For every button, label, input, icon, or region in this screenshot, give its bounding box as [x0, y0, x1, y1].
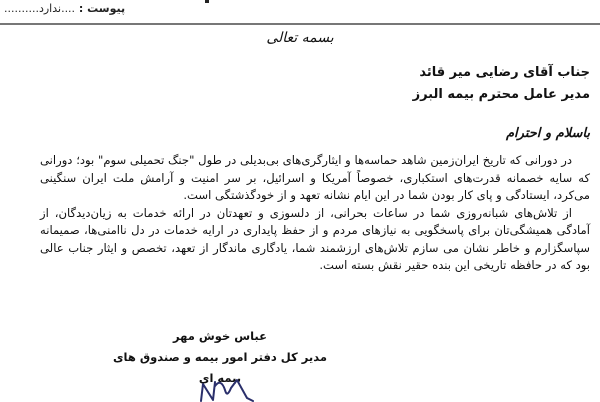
addressee-name: جناب آقای رضایی میر قائد [419, 65, 590, 80]
addressee-block [413, 62, 590, 106]
signature-icon [197, 378, 257, 402]
attachment-field [4, 2, 125, 15]
header-divider [0, 23, 600, 25]
signatory-name: عباس خوش مهر [173, 329, 267, 343]
greeting: باسلام و احترام [505, 126, 590, 141]
attachment-label: پیوست : [78, 2, 126, 15]
attachment-value: ....ندارد.......... [4, 2, 76, 15]
addressee-title: مدیر عامل محترم بیمه البرز [412, 87, 590, 102]
letter-body [40, 152, 590, 275]
header-mark [205, 0, 209, 3]
signatory-title: مدیر کل دفتر امور بیمه و صندوق های بیمه ای [113, 350, 327, 385]
invocation-heading: بسمه تعالی [266, 30, 334, 46]
body-paragraph: در دورانی که تاریخ ایران‌زمین شاهد حماسه‌ها و ایثارگری‌های بی‌بدیلی در طول "جنگ تحمیلی سوم" بود؛ دورانی که سایه خصمانه قدرت‌های استکباری، خصوصاً آمریکا و اسرائیل، بر سر امنیت و آرامش ملت ایران سنگینی می‌کرد، ایستادگی و پای کار بودن شما در این ایام نشانه تعهد و از خودگذشتگی است. [40, 153, 590, 202]
body-paragraph: از تلاش‌های شبانه‌روزی شما در ساعات بحرانی، از دلسوزی و تعهدتان در ارائه خدمات به زیان‌دیدگان، از آمادگی همیشگی‌تان برای پاسخگویی به نیازهای مردم و از حفظ پایداری در ارایه خدمات در دل ناامنی‌ها، صمیمانه سپاسگزارم و خاطر نشان می سازم تلاش‌های ارزشمند شما، یادگاری ماندگار از تعهد، تخصص و ایثار جناب عالی بود که در حافظه تاریخی این بنده حقیر نقش بسته است. [40, 205, 590, 272]
